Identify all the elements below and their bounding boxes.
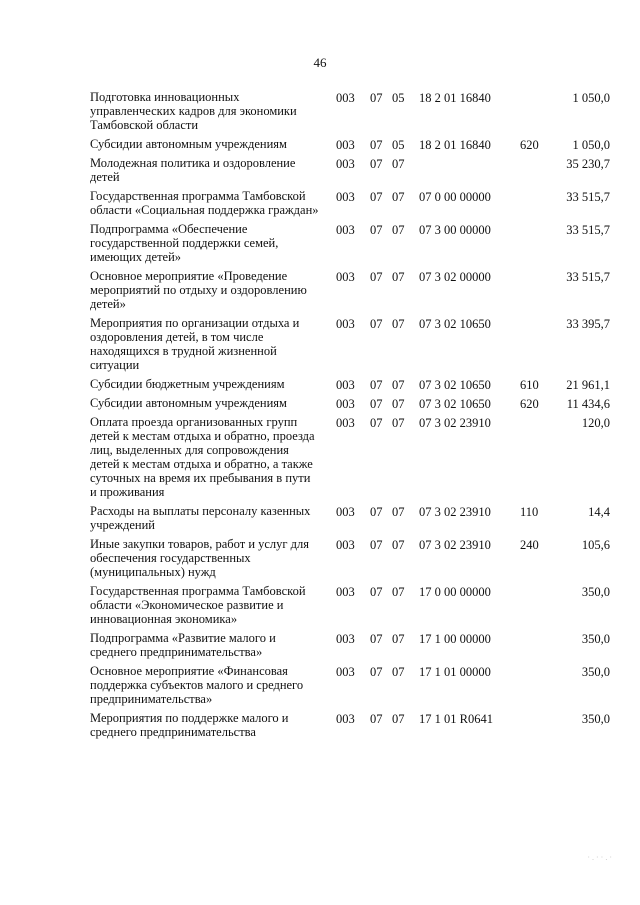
section-code: 07 [370, 712, 383, 726]
section-code: 07 [370, 585, 383, 599]
subsection-code: 07 [392, 397, 405, 411]
amount: 105,6 [581, 538, 610, 552]
subsection-code: 05 [392, 138, 405, 152]
row-name: Оплата проезда организованных групп детей к местам отдыха и обратно, проезда лиц, выделенных для сопровождения детей к местам отдыха и обратно, а также суточных на время их пребывания в пути и проживания [90, 415, 315, 499]
amount: 1 050,0 [572, 138, 610, 152]
amount: 11 434,6 [566, 397, 610, 411]
dept-code: 003 [336, 632, 355, 646]
amount: 14,4 [588, 505, 610, 519]
table-row [90, 189, 610, 217]
target-item-code: 07 3 02 23910 [419, 538, 491, 552]
target-item-code: 07 3 02 23910 [419, 505, 491, 519]
table-row [90, 222, 610, 264]
amount: 350,0 [581, 665, 610, 679]
dept-code: 003 [336, 317, 355, 331]
amount: 33 515,7 [566, 190, 610, 204]
target-item-code: 07 3 02 10650 [419, 317, 491, 331]
row-name: Мероприятия по поддержке малого и среднего предпринимательства [90, 711, 289, 739]
target-item-code: 17 1 00 00000 [419, 632, 491, 646]
subsection-code: 07 [392, 157, 405, 171]
table-row [90, 137, 610, 151]
expense-type-code: 110 [520, 505, 539, 519]
section-code: 07 [370, 416, 383, 430]
amount: 350,0 [581, 632, 610, 646]
target-item-code: 07 3 02 10650 [419, 397, 491, 411]
subsection-code: 07 [392, 585, 405, 599]
subsection-code: 05 [392, 91, 405, 105]
subsection-code: 07 [392, 223, 405, 237]
section-code: 07 [370, 317, 383, 331]
section-code: 07 [370, 190, 383, 204]
section-code: 07 [370, 138, 383, 152]
subsection-code: 07 [392, 190, 405, 204]
row-name: Основное мероприятие «Финансовая поддержка субъектов малого и среднего предпринимательства» [90, 664, 304, 706]
page-number: 46 [313, 55, 327, 70]
expense-type-code: 240 [520, 538, 539, 552]
dept-code: 003 [336, 378, 355, 392]
table-row [90, 537, 610, 579]
row-name: Субсидии автономным учреждениям [90, 137, 287, 151]
section-code: 07 [370, 505, 383, 519]
subsection-code: 07 [392, 632, 405, 646]
dept-code: 003 [336, 397, 355, 411]
target-item-code: 07 3 02 23910 [419, 416, 491, 430]
dept-code: 003 [336, 505, 355, 519]
amount: 21 961,1 [566, 378, 610, 392]
amount: 350,0 [581, 712, 610, 726]
target-item-code: 07 3 02 00000 [419, 270, 491, 284]
amount: 1 050,0 [572, 91, 610, 105]
dept-code: 003 [336, 416, 355, 430]
table-row [90, 504, 610, 532]
target-item-code: 07 3 00 00000 [419, 223, 491, 237]
section-code: 07 [370, 157, 383, 171]
section-code: 07 [370, 538, 383, 552]
amount: 33 395,7 [566, 317, 610, 331]
dept-code: 003 [336, 190, 355, 204]
dept-code: 003 [336, 138, 355, 152]
section-code: 07 [370, 378, 383, 392]
section-code: 07 [370, 223, 383, 237]
dept-code: 003 [336, 585, 355, 599]
target-item-code: 18 2 01 16840 [419, 138, 491, 152]
row-name: Субсидии бюджетным учреждениям [90, 377, 285, 391]
subsection-code: 07 [392, 505, 405, 519]
subsection-code: 07 [392, 712, 405, 726]
amount: 33 515,7 [566, 270, 610, 284]
section-code: 07 [370, 665, 383, 679]
subsection-code: 07 [392, 378, 405, 392]
row-name: Мероприятия по организации отдыха и оздоровления детей, в том числе находящихся в трудной жизненной ситуации [90, 316, 300, 372]
subsection-code: 07 [392, 665, 405, 679]
dept-code: 003 [336, 223, 355, 237]
target-item-code: 17 0 00 00000 [419, 585, 491, 599]
row-name: Основное мероприятие «Проведение мероприятий по отдыху и оздоровлению детей» [90, 269, 307, 311]
amount: 350,0 [581, 585, 610, 599]
table-row [90, 269, 610, 311]
subsection-code: 07 [392, 317, 405, 331]
table-row [90, 316, 610, 372]
table-row [90, 711, 610, 739]
row-name: Субсидии автономным учреждениям [90, 396, 287, 410]
row-name: Подготовка инновационных управленческих кадров для экономики Тамбовской области [90, 90, 297, 132]
table-row [90, 664, 610, 706]
subsection-code: 07 [392, 270, 405, 284]
amount: 120,0 [581, 416, 610, 430]
table-row [90, 90, 610, 132]
subsection-code: 07 [392, 416, 405, 430]
target-item-code: 17 1 01 R0641 [419, 712, 493, 726]
amount: 33 515,7 [566, 223, 610, 237]
budget-table [90, 90, 610, 744]
dept-code: 003 [336, 91, 355, 105]
row-name: Государственная программа Тамбовской области «Экономическое развитие и инновационная экономика» [90, 584, 306, 626]
table-row [90, 415, 610, 499]
table-row [90, 156, 610, 184]
row-name: Государственная программа Тамбовской области «Социальная поддержка граждан» [90, 189, 319, 217]
dept-code: 003 [336, 538, 355, 552]
section-code: 07 [370, 91, 383, 105]
table-row [90, 377, 610, 391]
expense-type-code: 610 [520, 378, 539, 392]
scan-specks: · . · · . · [587, 853, 612, 862]
expense-type-code: 620 [520, 138, 539, 152]
target-item-code: 07 3 02 10650 [419, 378, 491, 392]
table-row [90, 396, 610, 410]
row-name: Подпрограмма «Развитие малого и среднего предпринимательства» [90, 631, 276, 659]
table-row [90, 584, 610, 626]
dept-code: 003 [336, 270, 355, 284]
section-code: 07 [370, 270, 383, 284]
target-item-code: 07 0 00 00000 [419, 190, 491, 204]
amount: 35 230,7 [566, 157, 610, 171]
target-item-code: 17 1 01 00000 [419, 665, 491, 679]
row-name: Подпрограмма «Обеспечение государственной поддержки семей, имеющих детей» [90, 222, 279, 264]
dept-code: 003 [336, 157, 355, 171]
table-row [90, 631, 610, 659]
row-name: Молодежная политика и оздоровление детей [90, 156, 296, 184]
target-item-code: 18 2 01 16840 [419, 91, 491, 105]
subsection-code: 07 [392, 538, 405, 552]
section-code: 07 [370, 397, 383, 411]
expense-type-code: 620 [520, 397, 539, 411]
dept-code: 003 [336, 665, 355, 679]
row-name: Расходы на выплаты персоналу казенных учреждений [90, 504, 311, 532]
row-name: Иные закупки товаров, работ и услуг для обеспечения государственных (муниципальных) нужд [90, 537, 310, 579]
section-code: 07 [370, 632, 383, 646]
dept-code: 003 [336, 712, 355, 726]
